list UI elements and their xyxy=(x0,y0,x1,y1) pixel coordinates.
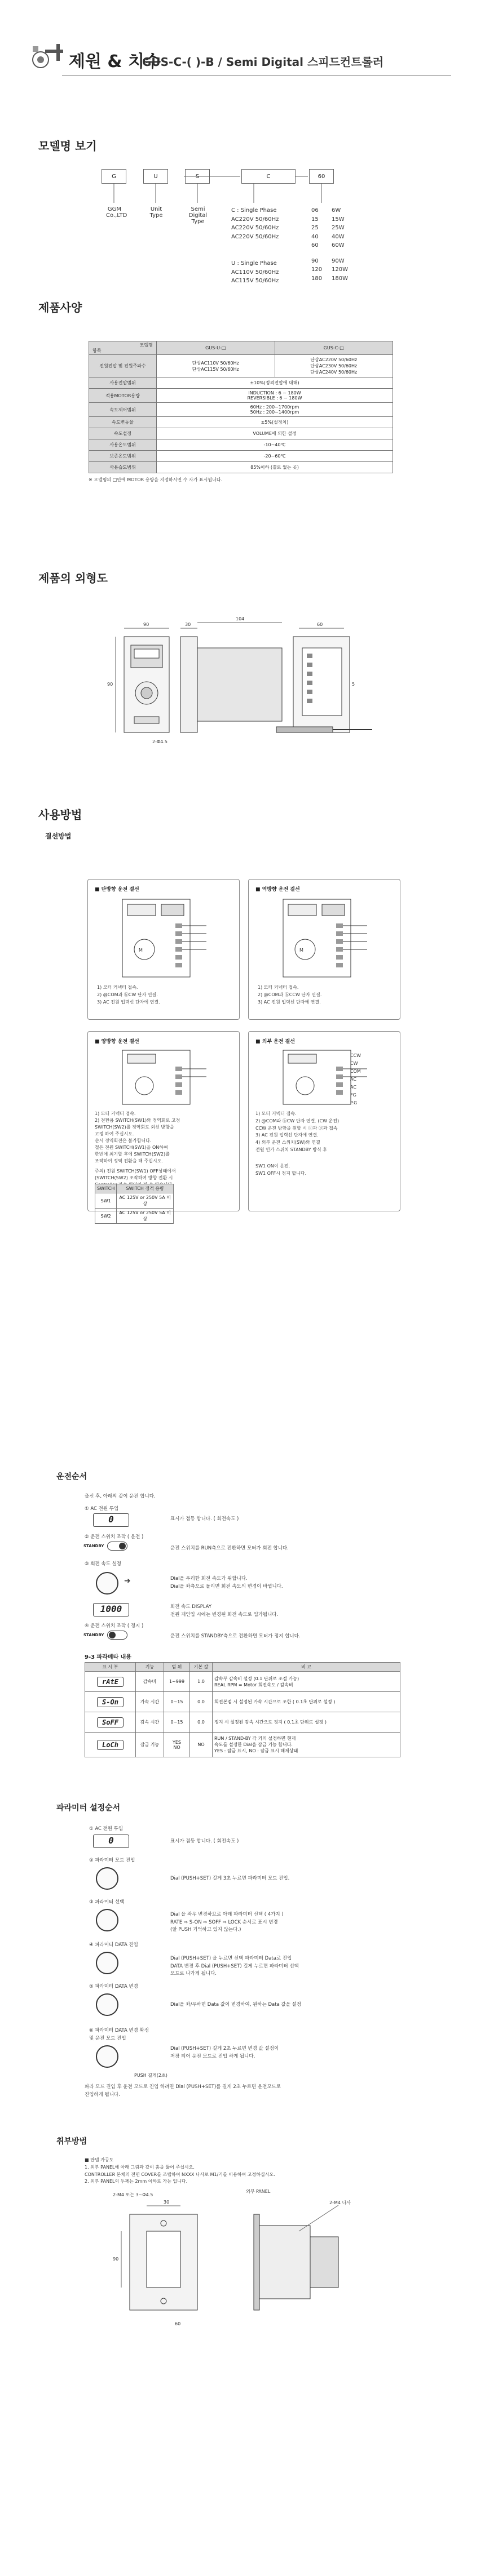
standby-button[interactable]: STANDBY xyxy=(83,1544,104,1548)
dim-label: 90 xyxy=(113,2257,119,2262)
ps-step-label: ③ 파라미터 선택 xyxy=(89,1899,125,1905)
dim-label: 30 xyxy=(185,622,191,627)
wiring-diagram xyxy=(283,899,378,978)
toggle-switch[interactable] xyxy=(107,1542,127,1551)
dim-label: 60 xyxy=(175,2321,181,2326)
panel-notes: 1) 모터 커넥터 접속. 2) @COM과 ⓑCW 단자 연결. (CW 운전) CCW 운전 방향을 원할 시 ⓒ과 ⓓ과 접속 3) AC 전원 입력선 단자에 연결. 4) 외부 운전 스위치(SW)와 연결 전원 인가 스위치 STANDBY 방식 후 SW1 ON이 운전. SW1 OFF시 정지 합니다. xyxy=(255,1111,340,1176)
usage-section-title: 사용방법 xyxy=(38,808,82,821)
ps-step-label: ② 파라미터 모드 진입 xyxy=(89,1858,135,1863)
spec-row-label: 속도설정 xyxy=(89,428,157,439)
svg-text:M: M xyxy=(299,948,303,953)
dim-label: 90 xyxy=(107,682,113,687)
spec-cell: INDUCTION : 6 ~ 180W REVERSIBLE : 6 ~ 180W xyxy=(157,389,393,403)
op-step-label: ④ 운전 스위치 조작 ( 정지 ) xyxy=(85,1623,144,1629)
ps-display: 0 xyxy=(93,1835,129,1848)
dim-label: 104 xyxy=(236,616,245,621)
ps-step-desc: Dial (PUSH+SET) 길게 2초 누르면 변경 값 설정이 저장 되어 운전 모드로 진입 하게 됩니다. xyxy=(170,2046,279,2059)
param-set-footer: 파라 모드 진입 후 운전 모드로 진입 하려면 Dial (PUSH+SET)를 길게 2초 누르면 운전모드로 진입하게 됩니다. xyxy=(85,2084,281,2098)
op-step-desc: 회전 속도 DISPLAY 전원 재인입 시에는 변경된 회전 속도로 입가됩니다. xyxy=(170,1604,279,1618)
spec-cell: -20~60℃ xyxy=(157,451,393,462)
spec-col1: GUS-U-□ xyxy=(157,341,275,355)
ps-step-label: ⑤ 파라미터 DATA 변경 xyxy=(89,1984,138,1989)
switch-table: SWITCH SWITCH 정격 용량 SW1 AC 125V or 250V 5A 이상 SW2 AC 125V or 250V 5A 이상 xyxy=(95,1184,174,1224)
wiring-label: 결선방법 xyxy=(45,832,72,840)
param-table: 표 시 부 기능 범 위 기본 값 비 고 rAtE 감속비 1~999 1.0 감속부 감속비 설정 (0.1 단위로 조절 가능) REAL RPM = Motor 회전속도 / 감속비 S-On 가속 시간 0~15 0.0 회전본점 시 설정된 가속 시간으로 조한 ( 0.1초 단위로 설정 ) SoFF 감속 시간 0~15 0.0 정지 시 설정된 감속 시간으로 정지 ( 0.1초 단위로 설정 ) LoCh 잠금 기능 YES NO NO RUN / STAND-BY 각 키의 설정하면 현재 속도를 설정한 Dial을 잠금 기능 합니다. YES : 잠금 표시, NO : 잠금 표시 해제상태 xyxy=(85,1662,400,1757)
model-watt-values: 6W 15W 25W 40W 60W 90W 120W 180W xyxy=(332,207,348,282)
handling-bullets: ■ 판넬 가공도 1. 외부 PANEL에 아래 그림과 같이 홈을 뚫어 주십시오. CONTROLLER 본체의 전면 COVER를 조립하여 NXXX 나사로 M1/기를 이용하여 고정하십시오. 2. 외부 PANEL의 두께는 2mm 이하로 가능 입니다. xyxy=(85,2157,275,2184)
param-display: S-On xyxy=(97,1697,124,1707)
terminal-labels: CCW CW COM AC AC FG P.G xyxy=(350,1053,361,1105)
ps-step-desc: Dial 을 좌우 변경하므로 아래 파라미터 선택 ( 4가지 ) RATE ⇨ S-ON ⇨ SOFF ⇨ LOCK 순서로 표시 변경 (알 PUSH 기억하고 있지 않는다.) xyxy=(170,1912,284,1933)
mounting-drawing xyxy=(118,2197,372,2321)
op-step-desc: 운전 스위치를 RUN측으로 전환하면 모터가 회전 합니다. xyxy=(170,1545,289,1551)
operation-section-title: 운전순서 xyxy=(56,1472,87,1481)
spec-row-label: 사용전압범위 xyxy=(89,377,157,389)
panel-notes: 1) 모터 커넥터 접속. 2) 전환용 SWITCH(SW1)와 정역회로 고정 SWITCH(SW2)를 정역회로 외선 방향을 고정 하여 주십시오. 순시 정역회전은 불가합니다. 철은 전원 SWITCH(SW1)을 ON하여 한번에 최기할 후에 SWITCH(SW2)를 조작하여 정역 전환을 해 주십시오. 주의) 전원 SWITCH(SW1) OFF상태에서 (SWITCH(SW2) 조작하여 방향 전환 시 xyxy=(95,1111,180,1180)
handling-right-label: 2-M4 나사 xyxy=(329,2200,351,2205)
spec-cell: 단상AC220V 50/60Hz 단상AC230V 50/60Hz 단상AC240V 50/60Hz xyxy=(275,355,393,377)
spec-cell: 85%이하 (결로 없는 곳) xyxy=(157,462,393,473)
spec-row-label: 속도제어범위 xyxy=(89,403,157,417)
op-step-label: ② 운전 스위치 조작 ( 운전 ) xyxy=(85,1534,144,1540)
model-box-5: 60 xyxy=(309,169,334,184)
wiring-panel-bidirectional xyxy=(87,1031,240,1222)
spec-table xyxy=(89,341,393,483)
model-c-list: C : Single Phase AC220V 50/60Hz AC220V 50/60Hz AC220V 50/60Hz xyxy=(231,207,279,240)
wiring-diagram xyxy=(122,899,218,978)
ps-step-label: ⑥ 파라미터 DATA 변경 확정 및 운전 모드 진입 xyxy=(89,2028,149,2041)
param-set-section-title: 파라미터 설정순서 xyxy=(56,1804,121,1813)
outline-drawing xyxy=(107,614,389,761)
panel-title: ■ 외부 운전 결선 xyxy=(255,1039,296,1045)
ps-step-desc: Dial (PUSH+SET) 길게 3초 누르면 파라미터 모드 진입. xyxy=(170,1876,290,1881)
header-logo xyxy=(28,38,65,75)
model-box-4: C xyxy=(241,169,296,184)
cutout-label: 2-Φ4.5 xyxy=(152,739,167,744)
spec-cell: -10~40℃ xyxy=(157,439,393,451)
spec-row-label: 속도변동율 xyxy=(89,417,157,428)
op-step-desc: 표시가 점등 합니다. ( 회전속도 ) xyxy=(170,1516,239,1522)
model-box-1: G xyxy=(102,169,126,184)
panel-notes: 1) 모터 커넥터 접속. 2) @COM과 ⓑCW 단자 연결. 3) AC 전원 입력선 단자에 연결. xyxy=(97,985,160,1005)
wiring-panel-external xyxy=(248,1031,400,1211)
panel-notes: 1) 모터 커넥터 접속. 2) @COM과 ⓑCCW 단자 연결. 3) AC 전원 입력선 단자에 연결. xyxy=(258,985,322,1005)
arrow-right-icon: ➜ xyxy=(124,1576,131,1585)
spec-cell: 60Hz : 200~1700rpm 50Hz : 200~1400rpm xyxy=(157,403,393,417)
model-lines xyxy=(102,169,395,338)
dim-label: 90 xyxy=(143,622,149,627)
wiring-panel-reverse xyxy=(248,879,400,1020)
model-label-semi: Semi Digital Type xyxy=(188,206,208,225)
wiring-panel-forward xyxy=(87,879,240,1020)
wiring-diagram xyxy=(122,1050,218,1106)
operation-intro: 출신 후, 아래의 같이 운전 합니다. xyxy=(85,1494,156,1499)
page-subtitle: GUS-C-( )-B / Semi Digital 스피드컨트롤러 xyxy=(142,55,384,69)
panel-title: ■ 역방향 운전 결선 xyxy=(255,887,300,892)
ps-step-label: ④ 파라미터 DATA 진입 xyxy=(89,1942,138,1948)
push-label: PUSH 길게(2초) xyxy=(134,2073,167,2078)
param-dial[interactable] xyxy=(96,1909,118,1931)
ps-step-desc: Dial (PUSH+SET) 을 누르면 선택 파라미터 Data로 진입 DATA 변경 후 Dial (PUSH+SET) 길게 누르면 파라미터 선택 모드로 나가게 됩니다. xyxy=(170,1956,299,1977)
spec-row-label: 사용습도범위 xyxy=(89,462,157,473)
param-display: SoFF xyxy=(97,1717,124,1727)
op-display-1: 0 xyxy=(93,1513,129,1527)
dim-label: 30 xyxy=(164,2200,170,2205)
model-label-ggm: GGM Co.,LTD xyxy=(106,206,127,219)
spec-note: ※ 모델명의 □안에 MOTOR 용량을 지정하시면 수 자가 표시됩니다. xyxy=(89,477,223,482)
param-table-title: 9-3 파라메타 내용 xyxy=(85,1654,131,1660)
dim-label: 5 xyxy=(352,682,355,687)
param-display: rAtE xyxy=(97,1677,124,1687)
wiring-diagram xyxy=(283,1050,378,1106)
spec-section-title: 제품사양 xyxy=(38,301,82,314)
svg-text:M: M xyxy=(139,948,143,953)
toggle-switch[interactable] xyxy=(107,1631,127,1640)
spec-corner: 모델명 항목 xyxy=(89,341,157,355)
op-step-label: ③ 회전 속도 설정 xyxy=(85,1561,121,1567)
op-display-2: 1000 xyxy=(93,1603,129,1616)
spec-cell: ±10%(정격전압에 대해) xyxy=(157,377,393,389)
panel-title: ■ 양방향 운전 결선 xyxy=(95,1039,139,1045)
spec-row-label: 적용MOTOR용량 xyxy=(89,389,157,403)
spec-cell: VOLUME에 의한 설정 xyxy=(157,428,393,439)
ps-step-desc: 표시가 점등 합니다. ( 회전속도 ) xyxy=(170,1838,239,1844)
ps-step-label: ① AC 전원 투입 xyxy=(89,1826,124,1832)
param-dial[interactable] xyxy=(96,1952,118,1974)
ps-step-desc: Dial을 좌/우하면 Data 값이 변경하여, 원하는 Data 값을 설정 xyxy=(170,2002,302,2007)
spec-cell: ±5%(설정치) xyxy=(157,417,393,428)
speed-dial[interactable] xyxy=(96,1572,118,1595)
dim-label: 60 xyxy=(317,622,323,627)
standby-button[interactable]: STANDBY xyxy=(83,1633,104,1637)
model-section-title: 모델명 보기 xyxy=(38,139,97,153)
op-step-desc: 운전 스위치를 STANDBY측으로 전환하면 모터가 정지 합니다. xyxy=(170,1633,301,1639)
spec-row-label: 보존온도범위 xyxy=(89,451,157,462)
param-dial[interactable] xyxy=(96,1993,118,2016)
model-box-2: U xyxy=(143,169,168,184)
panel-title: ■ 단방향 운전 결선 xyxy=(95,887,139,892)
page-title: 제원 & 치수 xyxy=(69,52,161,72)
model-label-unit: Unit Type xyxy=(149,206,163,219)
handling-section-title: 취부방법 xyxy=(56,2137,87,2146)
spec-row-label: 전원전압 및 전원주파수 xyxy=(89,355,157,377)
spec-row-label: 사용온도범위 xyxy=(89,439,157,451)
model-watt-codes: 06 15 25 40 60 90 120 180 xyxy=(311,207,323,282)
caliper-icon xyxy=(28,38,65,75)
model-u-list: U : Single Phase AC110V 50/60Hz AC115V 50/60Hz xyxy=(231,260,279,284)
spec-cell: 단상AC110V 50/60Hz 단상AC115V 50/60Hz xyxy=(157,355,275,377)
handling-left-label: 2-M4 또는 3~Φ4.5 xyxy=(113,2192,153,2197)
spec-col2: GUS-C-□ xyxy=(275,341,393,355)
op-step-label: ① AC 전원 투입 xyxy=(85,1506,119,1512)
param-dial[interactable] xyxy=(96,2045,118,2068)
param-display: LoCh xyxy=(97,1740,124,1750)
model-diagram xyxy=(102,169,395,338)
header-divider xyxy=(62,75,451,76)
outline-svg xyxy=(107,614,389,761)
param-dial[interactable] xyxy=(96,1867,118,1890)
model-box-3: S xyxy=(185,169,210,184)
outline-section-title: 제품의 외형도 xyxy=(38,571,108,585)
op-step-desc: Dial을 우리한 회전 속도가 위합니다. Dial을 좌측으로 돌리면 회전 속도의 변경이 바뀝니다. xyxy=(170,1576,283,1589)
panel-label: 외부 PANEL xyxy=(246,2189,271,2194)
